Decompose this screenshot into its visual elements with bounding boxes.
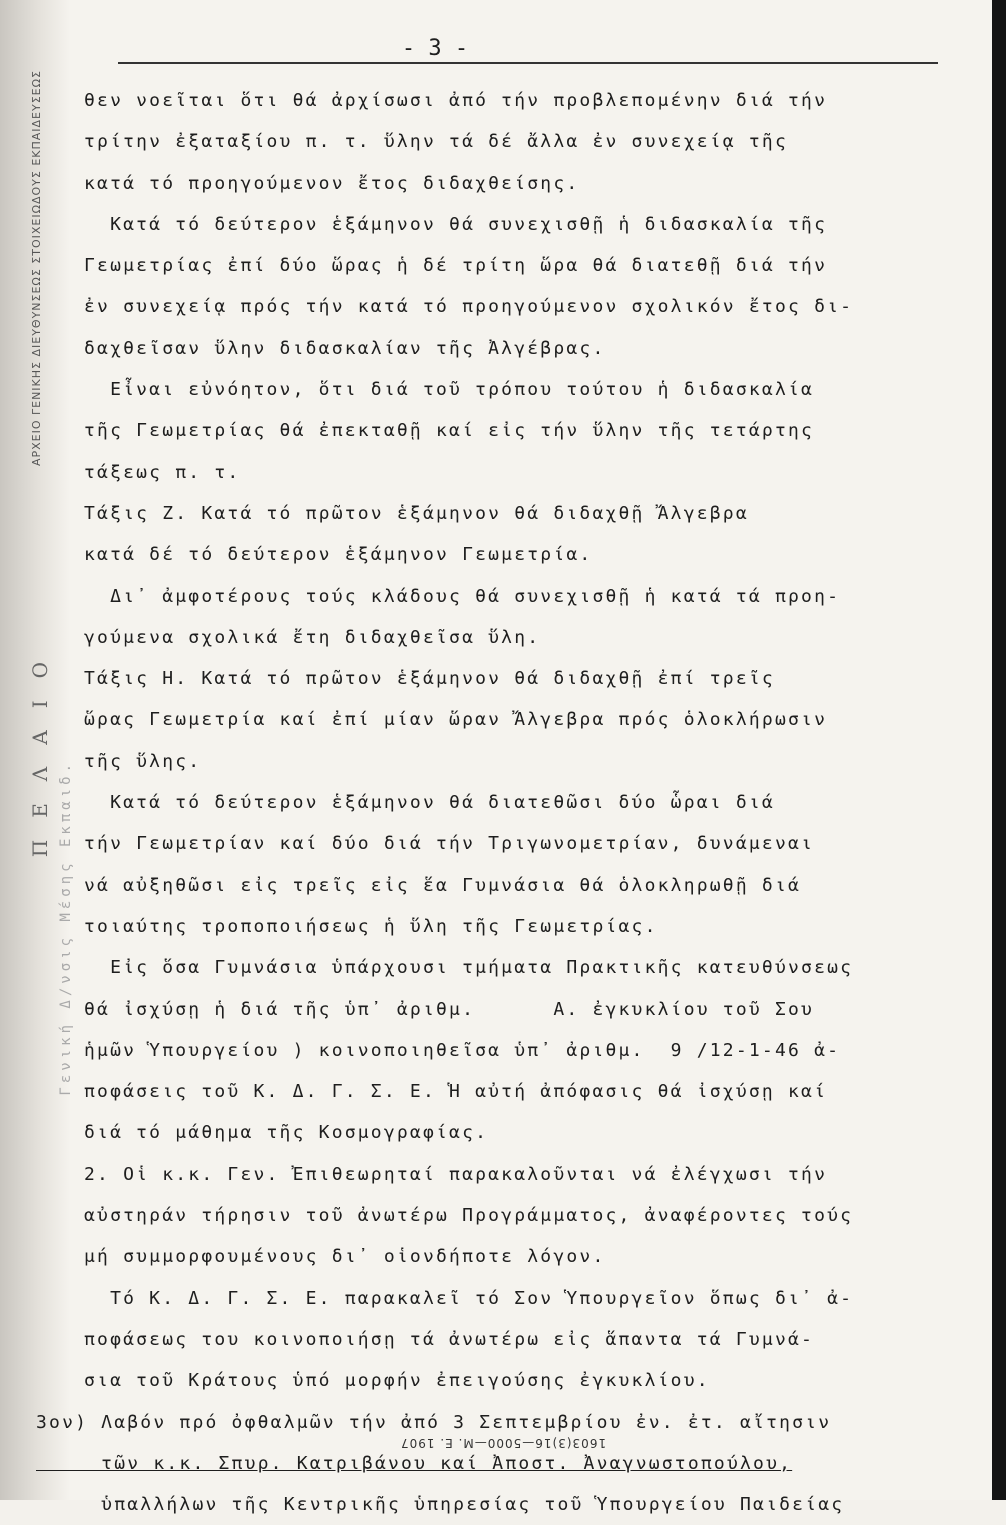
text-line: σια τοῦ Κράτους ὑπό μορφήν ἐπειγούσης ἐγκυκλίου. <box>84 1370 710 1392</box>
text-line: τῶν κ.κ. Σπυρ. Κατριβάνου καί Ἀποστ. Ἀναγνωστοπούλου, <box>36 1452 793 1474</box>
text-line: Εἶναι εὐνόητον, ὅτι διά τοῦ τρόπου τούτου ἡ διδασκαλία <box>84 379 815 401</box>
text-line: τήν Γεωμετρίαν καί δύο διά τήν Τριγωνομετρίαν, δυνάμεναι <box>84 833 815 855</box>
text-line: νά αὐξηθῶσι εἰς τρεῖς εἰς ἕα Γυμνάσια θά ὁλοκληρωθῇ διά <box>84 874 802 896</box>
text-line: γούμενα σχολικά ἔτη διδαχθεῖσα ὕλη. <box>84 626 541 648</box>
printer-footer <box>0 1436 1006 1450</box>
text-line: τρίτην ἐξαταξίου π. τ. ὕλην τά δέ ἄλλα ἐν συνεχείᾳ τῆς <box>84 131 788 153</box>
text-line: ἡμῶν Ὑπουργείου ) κοινοποιηθεῖσα ὑπ᾿ ἀριθμ. 9 /12-1-46 ἀ- <box>84 1039 841 1061</box>
text-line: Γεωμετρίας ἐπί δύο ὥρας ἡ δέ τρίτη ὥρα θά διατεθῇ διά τήν <box>84 255 828 277</box>
text-line: 3ον) Λαβόν πρό ὀφθαλμῶν τήν ἀπό 3 Σεπτεμβρίου ἐν. ἐτ. αἴτησιν <box>36 1411 832 1433</box>
margin-letters: ΠΕΛΑΙΟ <box>28 640 52 858</box>
text-line: τοιαύτης τροποποιήσεως ἡ ὕλη τῆς Γεωμετρίας. <box>84 915 658 937</box>
text-line: ποφάσεως του κοινοποιήσῃ τά ἀνωτέρω εἰς ἅπαντα τά Γυμνά- <box>84 1328 815 1350</box>
text-line: Εἰς ὅσα Γυμνάσια ὑπάρχουσι τμήματα Πρακτικῆς κατευθύνσεως <box>84 957 854 979</box>
text-line: ἐν συνεχείᾳ πρός τήν κατά τό προηγούμενον σχολικόν ἔτος δι- <box>84 296 854 318</box>
text-line: ὑπαλλήλων τῆς Κεντρικῆς ὑπηρεσίας τοῦ Ὑπουργείου Παιδείας <box>36 1494 845 1516</box>
text-line: Τό Κ. Δ. Γ. Σ. Ε. παρακαλεῖ τό Σον Ὑπουργεῖον ὅπως δι᾿ ἀ- <box>84 1287 854 1309</box>
text-line: Κατά τό δεύτερον ἑξάμηνον θά διατεθῶσι δύο ὧραι διά <box>84 792 775 814</box>
text-line: τῆς Γεωμετρίας θά ἐπεκταθῇ καί εἰς τήν ὕλην τῆς τετάρτης <box>84 420 815 442</box>
text-line: κατά τό προηγούμενον ἔτος διδαχθείσης. <box>84 172 580 194</box>
text-line: τῆς ὕλης. <box>84 750 202 772</box>
text-line: δαχθεῖσαν ὕλην διδασκαλίαν τῆς Ἀλγέβρας. <box>84 337 606 359</box>
scan-right-edge <box>992 0 1006 1500</box>
text-line: κατά δέ τό δεύτερον ἑξάμηνον Γεωμετρία. <box>84 544 593 566</box>
text-line: Κατά τό δεύτερον ἑξάμηνον θά συνεχισθῇ ἡ διδασκαλία τῆς <box>84 213 828 235</box>
text-line: ὥρας Γεωμετρία καί ἐπί μίαν ὥραν Ἄλγεβρα πρός ὁλοκλήρωσιν <box>84 709 828 731</box>
text-line: τάξεως π. τ. <box>84 461 241 483</box>
text-line: Τάξις Ζ. Κατά τό πρῶτον ἑξάμηνον θά διδαχθῇ Ἄλγεβρα <box>84 502 749 524</box>
text-line: θεν νοεῖται ὅτι θά ἀρχίσωσι ἀπό τήν προβλεπομένην διά τήν <box>84 90 828 111</box>
text-line: αὐστηράν τήρησιν τοῦ ἀνωτέρω Προγράμματος, ἀναφέροντες τούς <box>84 1205 854 1227</box>
margin-archive-stamp: ΑΡΧΕΙΟ ΓΕΝΙΚΗΣ ΔΙΕΥΘΥΝΣΕΩΣ ΣΤΟΙΧΕΙΩΔΟΥΣ ΕΚΠΑΙΔΕΥΣΕΩΣ <box>30 70 43 467</box>
text-line: Δι᾿ ἀμφοτέρους τούς κλάδους θά συνεχισθῇ ἡ κατά τά προη- <box>84 585 841 607</box>
text-line: 2. Οἱ κ.κ. Γεν. Ἐπιθεωρηταί παρακαλοῦνται νά ἐλέγχωσι τήν <box>84 1163 828 1185</box>
text-line: ποφάσεις τοῦ Κ. Δ. Γ. Σ. Ε. Ἡ αὐτή ἀπόφασις θά ἰσχύσῃ καί <box>84 1081 828 1103</box>
text-line: θά ἰσχύσῃ ἡ διά τῆς ὑπ᾿ ἀριθμ. Α. ἐγκυκλίου τοῦ Σου <box>84 998 815 1020</box>
margin-faint-stamp: Γενική Δ/νσις Μέσης Εκπαιδ. <box>58 760 74 1096</box>
text-line: Τάξις Η. Κατά τό πρῶτον ἑξάμηνον θά διδαχθῇ ἐπί τρεῖς <box>84 668 775 690</box>
footer-text: 1603(3)16—5000—Μ. Ε. 1907 <box>399 1436 607 1450</box>
text-line: μή συμμορφουμένους δι᾿ οἱονδήποτε λόγον. <box>84 1246 606 1268</box>
page-number: - 3 - <box>401 36 469 61</box>
text-line: διά τό μάθημα τῆς Κοσμογραφίας. <box>84 1122 489 1144</box>
header-rule <box>118 62 938 64</box>
